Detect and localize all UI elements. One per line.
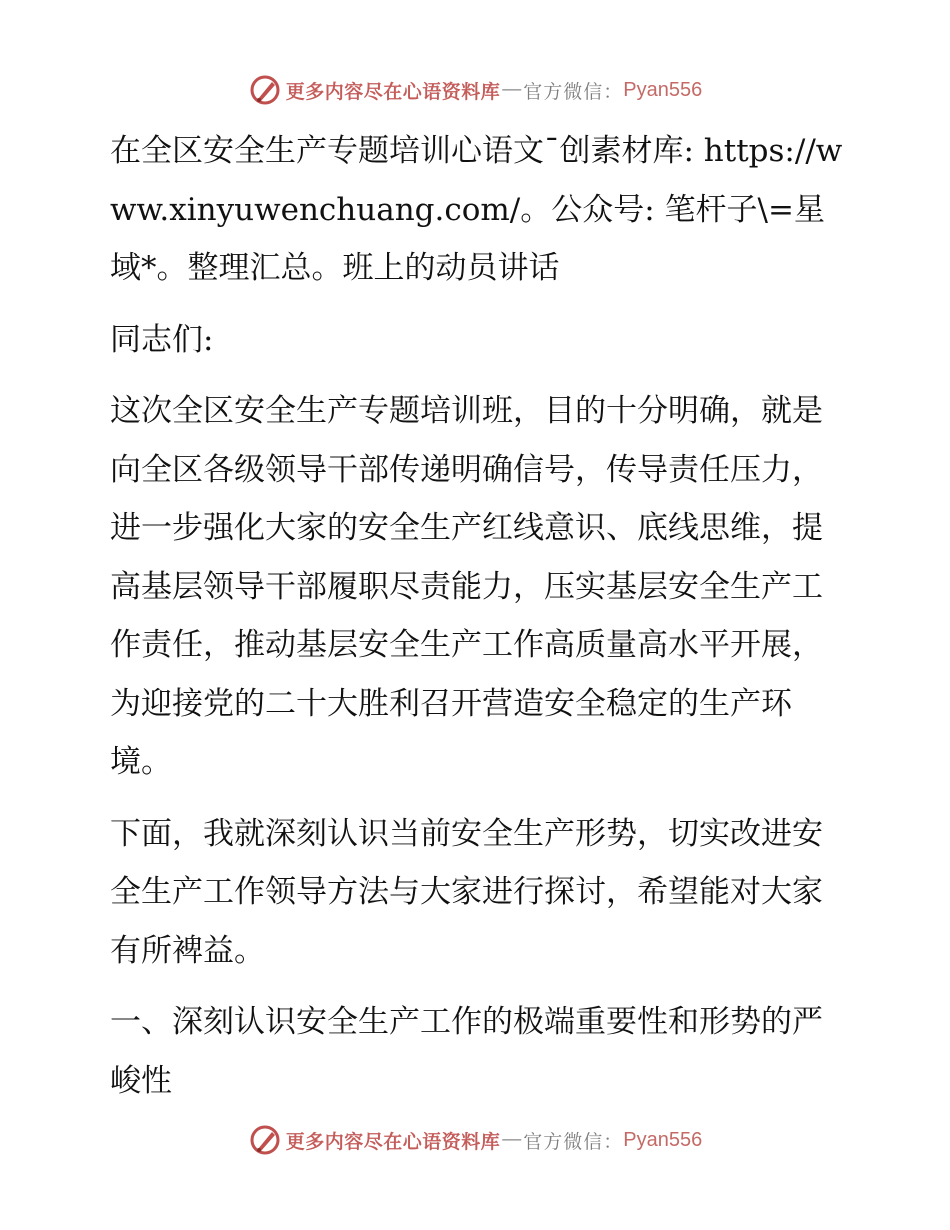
body-paragraph: 这次全区安全生产专题培训班，目的十分明确，就是向全区各级领导干部传递明确信号，传导责任压力，进一步强化大家的安全生产红线意识、底线思维，提高基层领导干部履职尽责能力，压实基层安全生产工作责任，推动基层安全生产工作高质量高水平开展，为迎接党的二十大胜利召开营造安全稳定的生产环境。	[110, 393, 823, 780]
title-paragraph: 在全区安全生产专题培训心语文¯创素材库: https://www.xinyuwenchuang.com/。公众号: 笔杆子\=星域*。整理汇总。班上的动员讲话	[110, 133, 843, 286]
header-watermark-banner	[0, 70, 950, 110]
pen-logo-icon	[248, 73, 282, 107]
banner-wechat-id: Pyan556	[623, 1128, 703, 1151]
banner-wechat-label: 官方微信：	[523, 1130, 624, 1153]
banner-wechat-label: 官方微信：	[523, 80, 624, 103]
banner-main-text: 更多内容尽在心语资料库	[285, 80, 501, 103]
pen-logo-icon	[248, 1123, 282, 1157]
section-heading: 一、深刻认识安全生产工作的极端重要性和形势的严峻性	[110, 1004, 823, 1099]
footer-watermark-banner	[0, 1120, 950, 1160]
banner-separator: —	[502, 79, 522, 100]
body-paragraph: 下面，我就深刻认识当前安全生产形势，切实改进安全生产工作领导方法与大家进行探讨，希望能对大家有所裨益。	[110, 815, 823, 969]
banner-separator: —	[502, 1129, 522, 1150]
banner-wechat-id: Pyan556	[623, 78, 703, 101]
document-body	[98, 122, 850, 1123]
banner-main-text: 更多内容尽在心语资料库	[285, 1130, 501, 1153]
salutation-paragraph: 同志们:	[110, 321, 214, 358]
